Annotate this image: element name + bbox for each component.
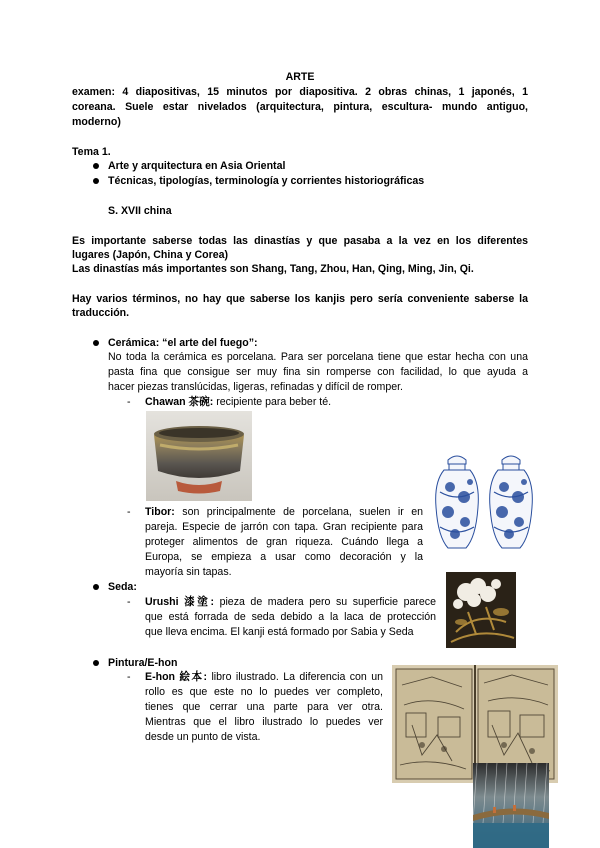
intro-line-2: coreana. Suele estar nivelados (arquitectura, pintura, escultura- mundo antiguo,	[72, 101, 528, 113]
chawan-tea-bowl-image	[146, 411, 252, 501]
intro-line-3: moderno)	[72, 116, 121, 128]
urushi-line-1: Urushi 漆塗: pieza de madera pero su superficie parece	[145, 596, 436, 608]
ceramica-line-2: pasta fina que consigue ser muy fina sin romperse con facilidad, lo que ayuda a	[108, 366, 528, 378]
page-title: ARTE	[285, 71, 315, 83]
tema-sub: S. XVII china	[108, 205, 172, 217]
tema-heading: Tema 1.	[72, 146, 111, 158]
ehon-line-1: E-hon 絵本: libro ilustrado. La diferencia con un	[145, 671, 383, 683]
bullet-icon	[93, 584, 99, 590]
tema-item-1: Arte y arquitectura en Asia Oriental	[108, 160, 286, 172]
dash-marker: -	[127, 506, 131, 518]
chawan-desc: recipiente para beber té.	[213, 396, 332, 408]
ukiyoe-print-image	[473, 763, 549, 848]
ehon-line-2: rollo es que este no lo puedes ver completo,	[145, 686, 383, 698]
urushi-lacquer-image	[446, 572, 516, 648]
ceramica-line-1: No toda la cerámica es porcelana. Para ser porcelana tiene que estar hecha con una	[108, 351, 528, 363]
pintura-heading: Pintura/E-hon	[108, 657, 178, 669]
bullet-icon	[93, 340, 99, 346]
seda-heading: Seda:	[108, 581, 137, 593]
porcelain-jar-icon	[430, 452, 540, 552]
tibor-line-5: mayoría sin tapas.	[145, 566, 232, 578]
urushi-term: Urushi 漆塗:	[145, 596, 215, 608]
tibor-line-2: pareja. Especie de jarrón con tapa. Gran recipiente para	[145, 521, 423, 533]
terminos-line-2: traducción.	[72, 307, 130, 319]
tibor-vases-image	[430, 452, 540, 552]
tibor-line-1: Tibor: son principalmente de porcelana, suelen ir en	[145, 506, 423, 518]
dash-marker: -	[127, 396, 131, 408]
ehon-line-3: tienes que cerrar una parte para ver otra.	[145, 701, 383, 713]
tibor-line-4: Europa, se empieza a usar como decoración y la	[145, 551, 423, 563]
ehon-line-4: Mientras que el libro ilustrado lo puedes ver	[145, 716, 383, 728]
ceramica-heading: Cerámica: “el arte del fuego”:	[108, 337, 258, 349]
rain-print-icon	[473, 763, 549, 848]
intro-line-1: examen: 4 diapositivas, 15 minutos por diapositiva. 2 obras chinas, 1 japonés, 1	[72, 86, 528, 98]
lacquer-panel-icon	[446, 572, 516, 648]
tema-item-2: Técnicas, tipologías, terminología y corrientes historiográficas	[108, 175, 425, 187]
chawan-term: Chawan 茶碗:	[145, 396, 214, 408]
ceramica-line-3: hacer piezas translúcidas, ligeras, refinadas y difícil de romper.	[108, 381, 404, 393]
bullet-icon	[93, 660, 99, 666]
tibor-line-3: proteger alimentos de gran riqueza. Cuándo llega a	[145, 536, 423, 548]
urushi-line-3: que lleva encima. El kanji está formado por Sabia y Seda	[145, 626, 414, 638]
chawan-entry	[145, 395, 331, 410]
dinastias-line-1: Es importante saberse todas las dinastías y que pasaba a la vez en los diferentes	[72, 235, 528, 247]
bullet-icon	[93, 163, 99, 169]
dash-marker: -	[127, 596, 131, 608]
terminos-line-1: Hay varios términos, no hay que saberse los kanjis pero sería conveniente saberse la	[72, 293, 528, 305]
dinastias-line-3: Las dinastías más importantes son Shang, Tang, Zhou, Han, Qing, Ming, Jin, Qi.	[72, 263, 474, 275]
tibor-term: Tibor:	[145, 506, 175, 518]
dinastias-line-2: lugares (Japón, China y Corea)	[72, 249, 228, 261]
ehon-line-5: desde un punto de vista.	[145, 731, 261, 743]
ehon-term: E-hon 絵本:	[145, 671, 208, 683]
bullet-icon	[93, 178, 99, 184]
dash-marker: -	[127, 671, 131, 683]
chawan-bowl-icon	[146, 411, 252, 501]
urushi-line-2: que está forrada de seda debido a la laca de protección	[145, 611, 436, 623]
